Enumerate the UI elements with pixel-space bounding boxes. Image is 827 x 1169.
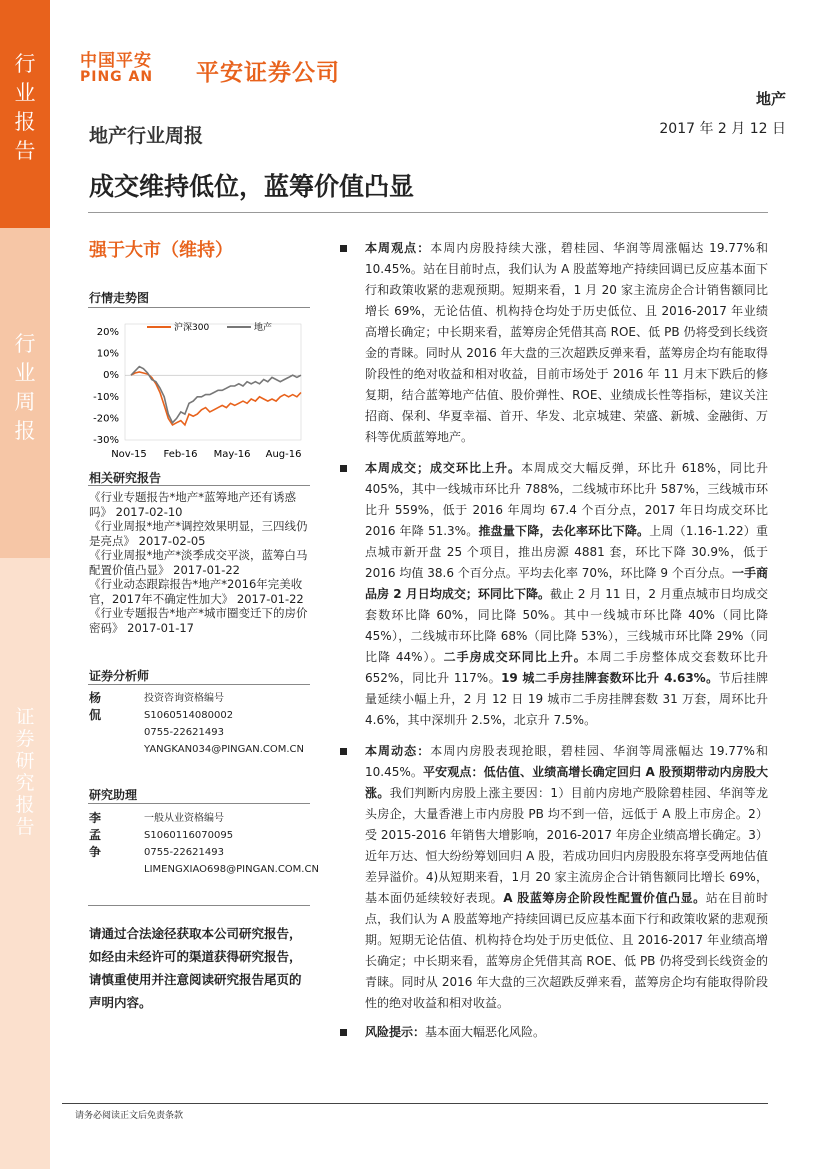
related-heading-line	[88, 485, 310, 486]
footer-divider	[62, 1103, 768, 1104]
company-name: 平安证券公司	[196, 60, 340, 86]
related-report-item[interactable]: 《行业动态跟踪报告*地产*2016年完美收官，2017年不确定性加大》 2017-01-22	[89, 577, 304, 606]
legend-label-hs300: 沪深300	[174, 323, 210, 333]
sidebar-bottom-band	[0, 558, 50, 1169]
analyst-name: 杨侃	[89, 691, 102, 722]
rating: 强于大市（维持）	[89, 240, 233, 261]
industry-label: 地产	[755, 90, 786, 108]
y-tick-label: 0%	[103, 370, 119, 382]
sidebar-mid-label: 行 业 周 报	[14, 332, 36, 443]
risk-label: 风险提示：	[365, 1025, 426, 1039]
allocation-text: 站在目前时点，我们认为 A 股蓝筹地产持续回调已反应基本面下行和政策收紧的悲观预期。短期无论估值、机构持仓均处于历史低位、且 2016-2017 年业绩高增长确定；中长期来看，蓝筹房企凭借其高 ROE、低 PB 仍将受到长线资金的青睐。同时从 2016 年大盘的三次超跌反弹来看，蓝筹房企均有能取得阶段性的绝对收益和相对收益。	[365, 891, 768, 1010]
listings-heading: 19 城二手房挂牌套数环比升 4.63%。	[501, 671, 719, 685]
x-tick-label: May-16	[213, 449, 251, 460]
page-title: 成交维持低位，蓝筹价值凸显	[89, 172, 415, 201]
y-tick-label: 20%	[96, 327, 119, 338]
allocation-heading: A 股蓝筹房企阶段性配置价值凸显。	[503, 891, 706, 905]
bullet-icon	[340, 1029, 347, 1036]
analyst-heading-line	[88, 684, 310, 685]
y-tick-label: -30%	[93, 435, 119, 446]
chart-legend	[147, 321, 272, 333]
related-report-item[interactable]: 《行业周报*地产*淡季成交平淡，蓝筹白马配置价值凸显》 2017-01-22	[89, 548, 308, 577]
header-divider	[88, 212, 768, 213]
pingan-logo	[80, 46, 153, 85]
section-weekly-volume	[340, 458, 768, 731]
chart-heading-line	[88, 307, 310, 308]
y-tick-label: -10%	[93, 391, 119, 403]
assistant-email[interactable]: LIMENGXIAO698@PINGAN.COM.CN	[144, 864, 319, 875]
new-home-text: 截止 2 月 11 日，2 月重点城市日均成交套数环比降 60%，同比降 50%。其中一线城市环比降 40%（同比降 45%），二线城市环比降 68%（同比降 53%），三线城市环比降 29%（同比降 44%）。	[365, 587, 768, 664]
bullet-icon	[340, 748, 347, 755]
risk-text: 基本面大幅恶化风险。	[425, 1025, 546, 1039]
weekly-volume-text: 本周成交大幅反弹，环比升 618%，同比升 405%，其中一线城市环比升 788%，二线城市环比升 587%，三线城市环比升 559%，低于 2016 年周均 67.4 个百分点，2017 年日均成交环比 2016 年降 51.3%。	[365, 461, 768, 538]
assistant-name: 李孟争	[89, 811, 102, 859]
main-content	[340, 238, 768, 1051]
report-type: 地产行业周报	[89, 125, 204, 147]
weekly-news-text: 本周内房股表现抢眼，碧桂园、华润等周涨幅达 19.77%和 10.45%。	[365, 744, 768, 779]
sidebar-bottom-label: 证 券 研 究 报 告	[15, 706, 35, 838]
section-weekly-view	[340, 238, 768, 448]
pingan-view-text: 我们判断内房股上涨主要因：1）目前内房地产股除碧桂园、华润等龙头房企，大量香港上市内房股 PB 均不到一倍，远低于 A 股上市房企。2）受 2015-2016 年销售大增影响，2016-2017 年房企业绩高增长确定。3）近年万达、恒大纷纷筹划回归 A 股，若成功回归内房股股东将享受两地估值差异溢价。4)从短期来看，1月 20 家主流房企合计销售额同比增长 69%，基本面仍延续较好表现。	[365, 786, 768, 905]
chart-plot-area	[125, 324, 301, 440]
analyst-email[interactable]: YANGKAN034@PINGAN.COM.CN	[144, 744, 305, 755]
chart-heading: 行情走势图	[89, 291, 150, 305]
sidebar-top-label: 行 业 报 告	[14, 52, 36, 163]
new-home-heading: 一手商品房 2 月日均成交；环同比下降。	[365, 566, 768, 601]
weekly-view-text: 本周内房股持续大涨，碧桂园、华润等周涨幅达 19.77%和 10.45%。站在目前时点，我们认为 A 股蓝筹地产持续回调已反应基本面下行和政策收紧的悲观预期。短期来看，1 月 20 家主流房企合计销售额同比增长 69%，无论估值、机构持仓均处于历史低位、且 2016-2017 年业绩高增长确定；中长期来看，蓝筹房企凭借其高 ROE、低 PB 仍将受到长线资金的青睐。同时从 2016 年大盘的三次超跌反弹来看，蓝筹房企均有能取得阶段性的绝对收益和相对收益，目前市场处于 2016 年 11 月末下跌后的修复期，结合蓝筹地产估值、股价弹性、ROE、业绩成长性等指标，建议关注招商、保利、华夏幸福、首开、华发、北京城建、荣盛、新城、金融街、万科等优质蓝筹地产。	[365, 241, 768, 444]
related-report-item[interactable]: 《行业周报*地产*调控效果明显，三四线仍是亮点》 2017-02-05	[89, 519, 308, 548]
second-hand-heading: 二手房成交环同比上升。	[443, 650, 587, 664]
analyst-info	[144, 690, 304, 758]
analyst-heading: 证券分析师	[89, 669, 150, 683]
disclaimer-line	[88, 905, 310, 906]
logo-cn: 中国平安	[80, 51, 152, 71]
legend-label-dichan: 地产	[254, 323, 273, 333]
assistant-heading: 研究助理	[89, 788, 138, 802]
supply-heading: 推盘量下降，去化率环比下降。	[478, 524, 650, 538]
section-risk	[340, 1022, 768, 1043]
assistant-heading-line	[88, 803, 310, 804]
disclaimer-text: 请通过合法途径获取本公司研究报告，如经由未经许可的渠道获得研究报告，请慎重使用并注意阅读研究报告尾页的声明内容。	[89, 926, 302, 1010]
price-trend-chart	[89, 316, 311, 466]
pingan-view-heading: 平安观点：低估值、业绩高增长确定回归 A 股预期带动内房股大涨。	[365, 765, 768, 800]
assistant-cert-label: 一般从业资格编号	[144, 813, 224, 824]
x-tick-label: Aug-16	[265, 449, 302, 460]
bullet-icon	[340, 245, 347, 252]
second-hand-text: 本周二手房整体成交套数环比升 652%，同比升 117%。	[365, 650, 768, 685]
x-tick-label: Nov-15	[111, 449, 147, 460]
weekly-view-label: 本周观点：	[365, 241, 431, 255]
report-date: 2017 年 2 月 12 日	[659, 121, 786, 137]
assistant-info	[144, 810, 319, 878]
analyst-cert-label: 投资咨询资格编号	[144, 693, 224, 704]
listings-text: 节后挂牌量延续小幅上升，2 月 12 日 19 城市二手房挂牌套数 31 万套，周环比升 4.6%，其中深圳升 2.5%，北京升 7.5%。	[365, 671, 768, 727]
related-reports-list	[89, 490, 311, 635]
supply-text: 上周（1.16-1.22）重点城市新开盘 25 个项目，推出房源 4881 套，环比下降 30.9%，低于 2016 均值 38.6 个百分点。平均去化率 70%，环比降 9 个百分点。	[365, 524, 768, 580]
analyst-cert-number: S1060514080002	[144, 710, 234, 721]
related-heading: 相关研究报告	[89, 471, 162, 485]
logo-en: PING AN	[80, 69, 154, 85]
assistant-cert-number: S1060116070095	[144, 830, 234, 841]
related-report-item[interactable]: 《行业专题报告*地产*蓝筹地产还有诱惑吗》 2017-02-10	[89, 490, 296, 519]
analyst-phone: 0755-22621493	[144, 727, 224, 738]
x-tick-label: Feb-16	[163, 449, 198, 460]
bullet-icon	[340, 465, 347, 472]
section-weekly-news	[340, 741, 768, 1014]
y-tick-label: 10%	[96, 348, 119, 360]
weekly-news-label: 本周动态：	[365, 744, 431, 758]
footer-disclaimer[interactable]: 请务必阅读正文后免责条款	[75, 1111, 184, 1121]
weekly-volume-label: 本周成交；成交环比上升。	[365, 461, 521, 475]
related-report-item[interactable]: 《行业专题报告*地产*城市圈变迁下的房价密码》 2017-01-17	[89, 606, 308, 635]
y-tick-label: -20%	[93, 413, 119, 425]
assistant-phone: 0755-22621493	[144, 847, 224, 858]
sidebar	[0, 0, 50, 1169]
